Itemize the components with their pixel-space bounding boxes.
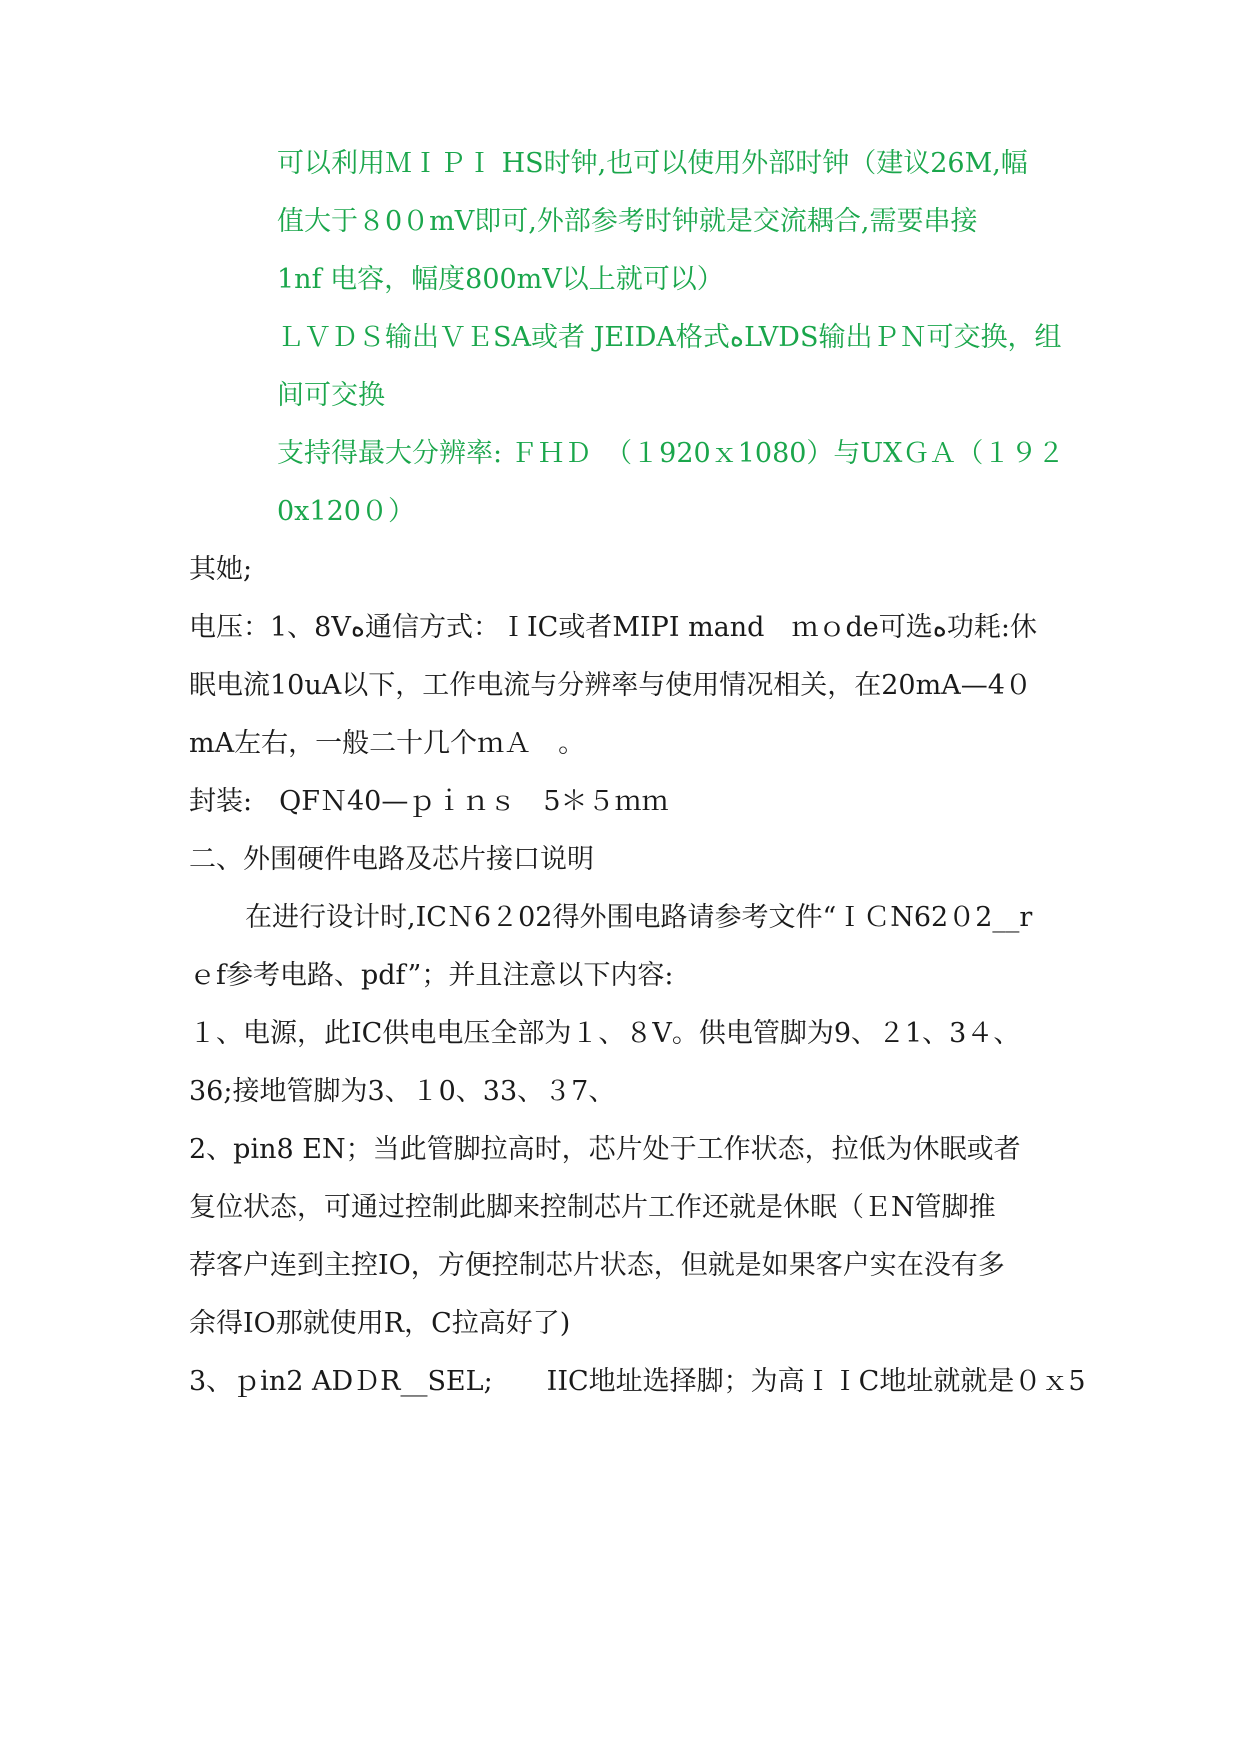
text-line: 眠电流10uA以下，工作电流与分辨率与使用情况相关，在20mA—4０ [189,670,1032,701]
text-line: 复位状态，可通过控制此脚来控制芯片工作还就是休眠（ＥN管脚推 [189,1192,996,1223]
section-label: 其她; [189,554,253,585]
section-heading: 二、外围硬件电路及芯片接口说明 [189,844,594,875]
text-line: 36;接地管脚为3、１0、33、３7、 [189,1076,616,1107]
text-line: 荐客户连到主控IO，方便控制芯片状态，但就是如果客户实在没有多 [189,1250,1005,1281]
text-line: 封装: QFＮ40—ｐｉｎｓ 5＊５ｍｍ [189,786,669,817]
text-line: 1nf 电容，幅度800mV以上就可以） [277,264,724,295]
text-line: 在进行设计时,ICＮ6２02得外围电路请参考文件“ＩＣN62０2__r [245,902,1033,933]
text-line: mA左右，一般二十几个ｍＡ 。 [189,728,586,759]
text-line: ＬＶＤＳ输出ＶＥSA或者 JEIDA格式ﻩLVDS输出ＰＮ可交换，组 [277,322,1062,353]
text-line: 2、pin8 EN；当此管脚拉高时，芯片处于工作状态，拉低为休眠或者 [189,1134,1021,1165]
text-line: 间可交换 [277,380,385,411]
text-line: ｅf参考电路、pdf”；并且注意以下内容: [189,960,674,991]
text-line: 支持得最大分辨率: ＦＨＤ （１920ｘ1080）与UXＧＡ（１９２ [277,438,1065,469]
text-line: 值大于８0０mV即可,外部参考时钟就是交流耦合,需要串接 [277,206,978,237]
text-line: 0x120０） [277,496,415,527]
text-line: 3、ｐin2 ADＤR__SEL; IIC地址选择脚；为高ＩＩC地址就就是０ｘ5 [189,1366,1086,1397]
text-line: 电压：1、8Vﻩ通信方式：ＩIC或者MIPI mand ｍｏde可选ﻩ功耗:休 [189,612,1037,643]
text-line: 可以利用ＭＩＰＩ HS时钟,也可以使用外部时钟（建议26M,幅 [277,148,1028,179]
text-line: １、电源，此IC供电电压全部为１、８V。供电管脚为9、２1、3４、 [189,1018,1021,1049]
text-line: 余得IO那就使用R，C拉高好了) [189,1308,571,1339]
